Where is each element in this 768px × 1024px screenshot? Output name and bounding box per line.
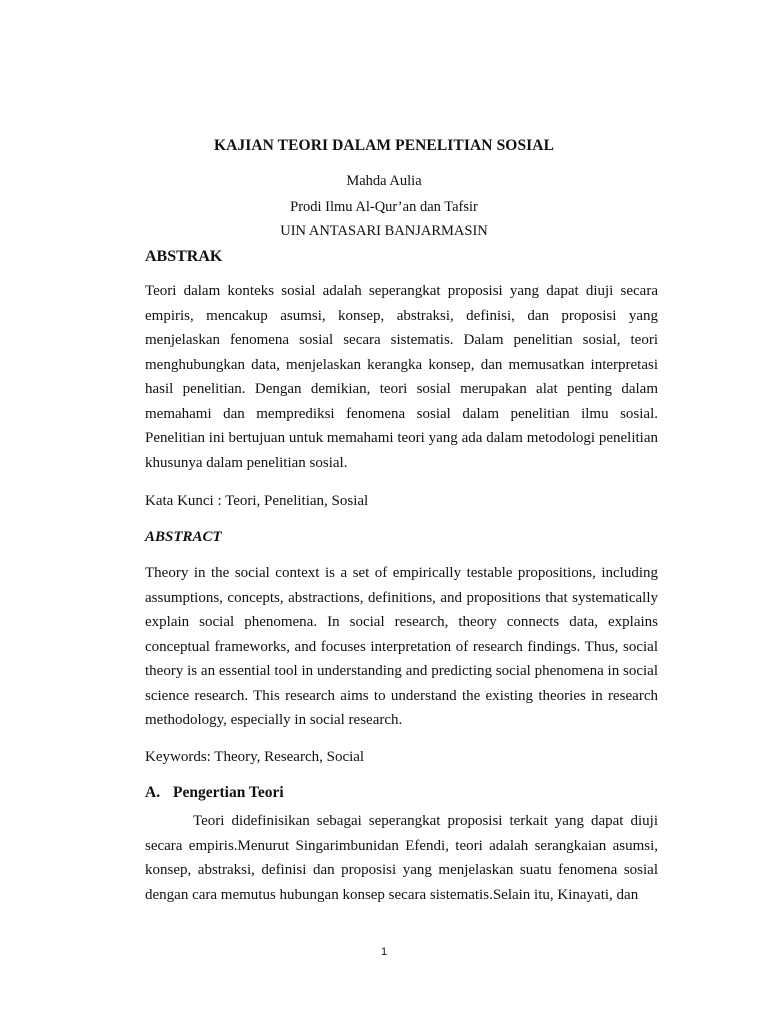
author-institution: UIN ANTASARI BANJARMASIN [280,223,488,239]
section-a-heading [145,784,284,802]
abstract-body: Theory in the social context is a set of empirically testable propositions, including assumptions, concepts, abstractions, definitions, and propositions that systematically explain social phenomena. In social research, theory connects data, explains conceptual frameworks, and focuses interpretation of research findings. Thus, social theory is an essential tool in understanding and predicting social phenomena in social science research. This research aims to understand the existing theories in research methodology, especially in social research. [145,565,658,728]
author-affiliation: Prodi Ilmu Al-Qur’an dan Tafsir [290,199,478,215]
paper-title: KAJIAN TEORI DALAM PENELITIAN SOSIAL [213,137,555,154]
author-name: Mahda Aulia [346,173,422,189]
abstrak-keywords: Kata Kunci : Teori, Penelitian, Sosial [145,493,369,509]
abstrak-heading: ABSTRAK [145,248,223,265]
section-a-number: A. [145,784,161,801]
section-a-title: Pengertian Teori [173,784,284,801]
section-a-body: Teori didefinisikan sebagai seperangkat proposisi terkait yang dapat diuji secara empiris.Menurut Singarimbunidan Efendi, teori adalah serangkaian asumsi, konsep, abstraksi, definisi dan proposisi yang menjelaskan suatu fenomena sosial dengan cara memutus hubungan konsep secara sistematis.Selain itu, Kinayati, dan [145,813,658,903]
abstract-keywords: Keywords: Theory, Research, Social [145,749,365,765]
abstrak-body: Teori dalam konteks sosial adalah seperangkat proposisi yang dapat diuji secara empiris, mencakup asumsi, konsep, abstraksi, definisi, dan proposisi yang menjelaskan fenomena sosial secara sistematis. Dalam penelitian sosial, teori menghubungkan data, menjelaskan kerangka konsep, dan memusatkan interpretasi hasil penelitian. Dengan demikian, teori sosial merupakan alat penting dalam memahami dan memprediksi fenomena sosial dalam penelitian ilmu sosial. Penelitian ini bertujuan untuk memahami teori yang ada dalam metodologi penelitian khusunya dalam penelitian sosial. [145,283,658,471]
page-number: 1 [380,946,388,958]
abstract-heading: ABSTRACT [145,529,222,545]
